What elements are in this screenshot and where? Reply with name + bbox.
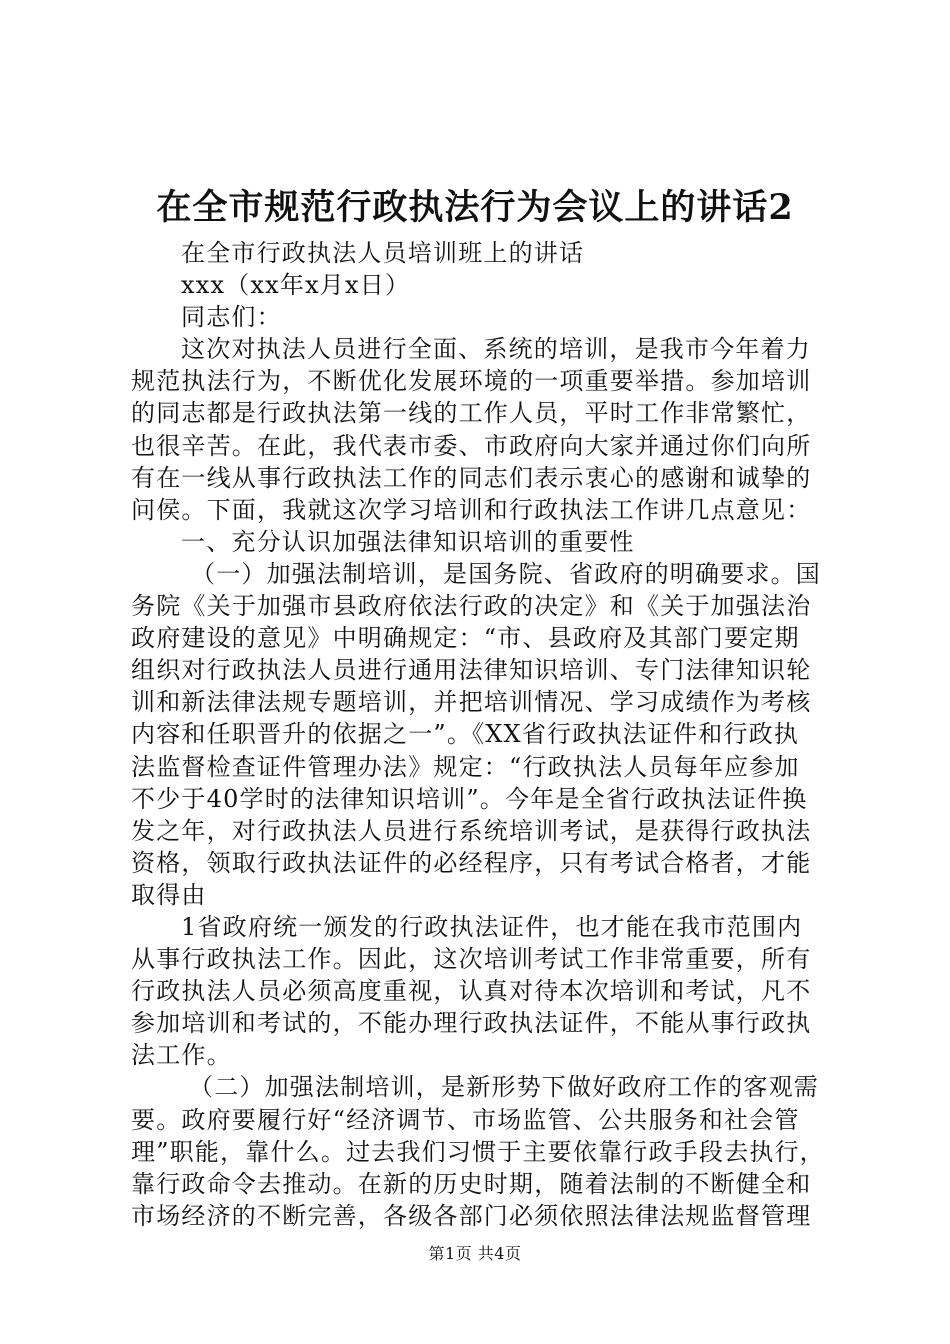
paragraph-line: 也很辛苦。在此，我代表市委、市政府向大家并通过你们向所 [131,431,812,460]
page-footer: 第1页 共4页 [428,1244,522,1263]
paragraph-line: 这次对执法人员进行全面、系统的培训，是我市今年着力 [181,335,811,364]
paragraph-line: 市场经济的不断完善，各级各部门必须依照法律法规监督管理 [131,1201,812,1230]
paragraph-line: 取得由 [131,880,207,909]
paragraph-line: 政府建设的意见》中明确规定：“市、县政府及其部门要定期 [131,624,800,653]
paragraph-line: 同志们： [181,303,282,332]
document-title: 在全市规范行政执法行为会议上的讲话2 [156,187,794,228]
paragraph-line: 务院《关于加强市县政府依法行政的决定》和《关于加强法治 [131,592,812,621]
paragraph-line: 训和新法律法规专题培训，并把培训情况、学习成绩作为考核 [131,688,812,717]
paragraph-line: 规范执法行为，不断优化发展环境的一项重要举措。参加培训 [131,367,812,396]
paragraph-line: 1省政府统一颁发的行政执法证件，也才能在我市范围内 [181,912,803,941]
paragraph-line: 法监督检查证件管理办法》规定：“行政执法人员每年应参加 [131,752,800,781]
paragraph-line: 问侯。下面，我就这次学习培训和行政执法工作讲几点意见： [131,495,812,524]
document-body [131,237,831,1232]
paragraph-line: 行政执法人员必须高度重视，认真对待本次培训和考试，凡不 [131,977,812,1006]
paragraph-line: 要。政府要履行好“经济调节、市场监管、公共服务和社会管 [131,1105,800,1134]
paragraph-line: 不少于40学时的法律知识培训”。今年是全省行政执法证件换 [131,784,808,813]
paragraph-line: 参加培训和考试的，不能办理行政执法证件，不能从事行政执 [131,1009,812,1038]
paragraph-line: 组织对行政执法人员进行通用法律知识培训、专门法律知识轮 [131,656,812,685]
paragraph-line: 一、充分认识加强法律知识培训的重要性 [181,527,635,556]
paragraph-line: 法工作。 [131,1041,232,1070]
paragraph-line: 发之年，对行政执法人员进行系统培训考试，是获得行政执法 [131,816,812,845]
paragraph-line: 从事行政执法工作。因此，这次培训考试工作非常重要，所有 [131,945,812,974]
paragraph-line: 资格，领取行政执法证件的必经程序，只有考试合格者，才能 [131,848,812,877]
paragraph-line: 在全市行政执法人员培训班上的讲话 [181,239,585,267]
paragraph-line: 内容和任职晋升的依据之一”。《XX省行政执法证件和行政执 [131,720,800,749]
paragraph-line: 理”职能，靠什么。过去我们习惯于主要依靠行政手段去执行， [131,1137,825,1166]
paragraph-line: （二）加强法制培训，是新形势下做好政府工作的客观需 [189,1073,819,1102]
paragraph-line: 有在一线从事行政执法工作的同志们表示衷心的感谢和诚挚的 [131,463,812,492]
paragraph-line: 的同志都是行政执法第一线的工作人员，平时工作非常繁忙， [131,399,812,428]
paragraph-line: 靠行政命令去推动。在新的历史时期，随着法制的不断健全和 [131,1169,812,1198]
paragraph-line: （一）加强法制培训，是国务院、省政府的明确要求。国 [191,559,821,588]
paragraph-line: xxx（xx年x月x日） [181,271,411,300]
